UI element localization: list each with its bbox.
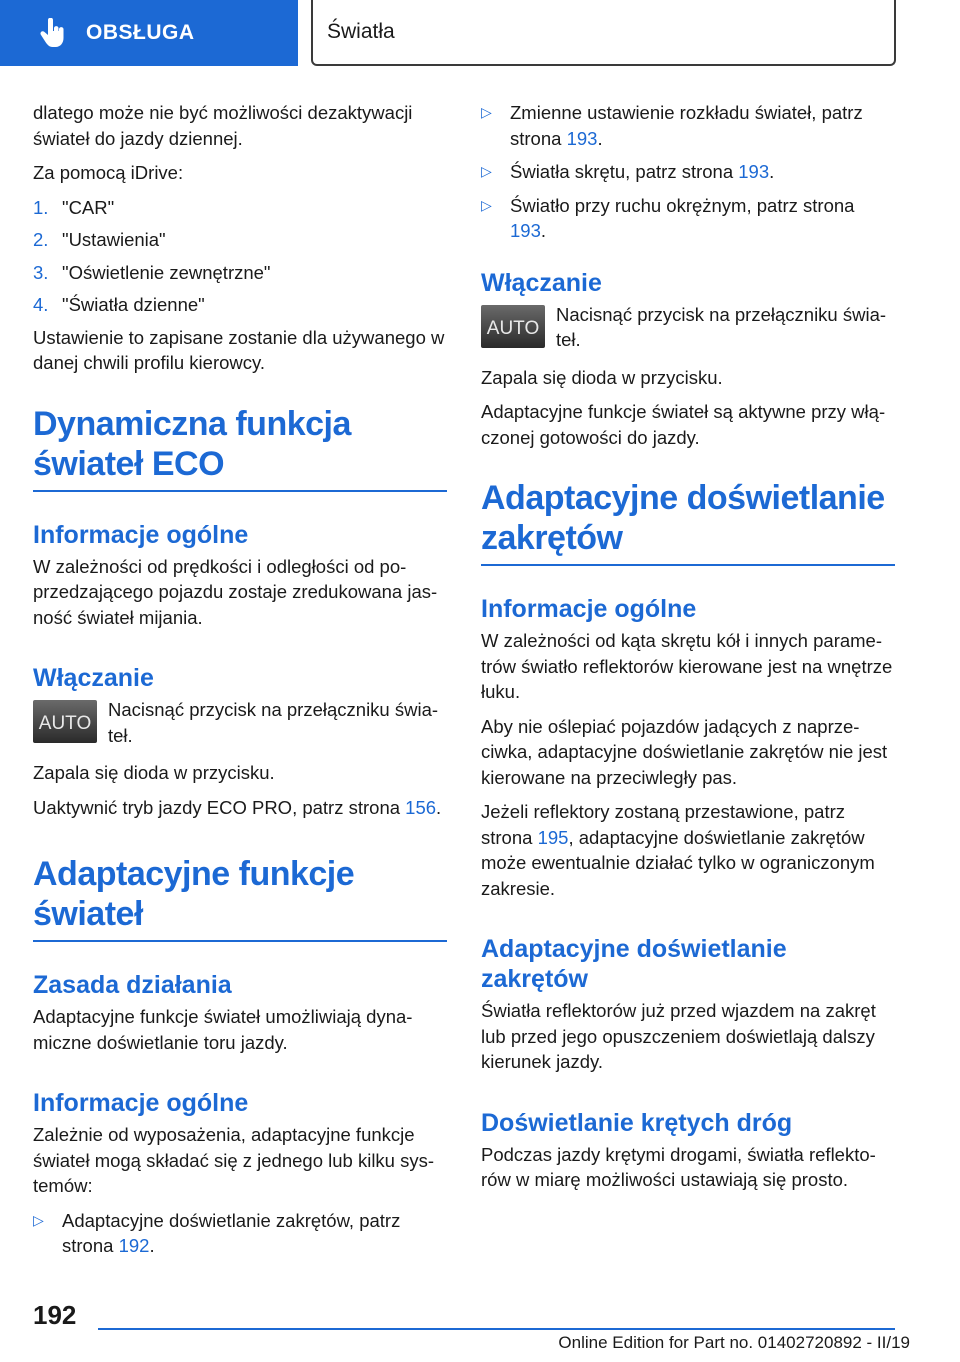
- subsection-heading: Włączanie: [481, 268, 602, 297]
- section-heading: Adaptacyjne funkcje świateł: [33, 854, 447, 942]
- paragraph: Nacisnąć przycisk na przełączniku świateł.: [108, 699, 439, 746]
- subsection-heading: Adaptacyjne doświetlanie zakrętów: [481, 935, 787, 993]
- hand-pointer-icon: [40, 18, 66, 48]
- subsection-heading: Doświetlanie krętych dróg: [481, 1108, 793, 1137]
- list-item: ▷ Zmienne ustawienie rozkładu świateł, patrz strona 193.: [481, 100, 895, 151]
- chapter-title: Światła: [327, 20, 395, 43]
- paragraph: Za pomocą iDrive:: [33, 162, 184, 183]
- paragraph: W zależności od kąta skrętu kół i innych parametrów światło reflektorów kierowane jest na wnętrze łuku.: [481, 630, 893, 702]
- section-heading: Dynamiczna funkcja świateł ECO: [33, 404, 447, 492]
- triangle-bullet-icon: ▷: [33, 1211, 44, 1228]
- section-tab: [0, 0, 298, 66]
- paragraph: Aby nie oślepiać pojazdów jadących z naprzeciwka, adaptacyjne doświetlanie zakrętów nie jest kierowane na przeciwległy pas.: [481, 715, 888, 788]
- list-item: ▷ Światła skrętu, patrz strona 193.: [481, 159, 895, 185]
- page-link[interactable]: 192: [118, 1235, 150, 1256]
- edition-note: Online Edition for Part no. 01402720892 - II/19: [558, 1333, 910, 1352]
- paragraph: Uaktywnić tryb jazdy ECO PRO, patrz strona 156.: [33, 796, 442, 818]
- auto-button-icon: [33, 700, 97, 743]
- page-link[interactable]: 193: [738, 161, 770, 182]
- svg-text:AUTO: AUTO: [486, 317, 540, 339]
- svg-text:AUTO: AUTO: [38, 713, 92, 734]
- paragraph: Zapala się dioda w przycisku.: [481, 366, 723, 388]
- systems-list: [33, 1208, 447, 1259]
- triangle-bullet-icon: ▷: [481, 196, 492, 213]
- auto-button-icon: [481, 305, 545, 348]
- paragraph: Światła reflektorów już przed wjazdem na zakręt lub przed jego opuszczeniem doświetlają dalszy kierunek jazdy.: [481, 1000, 876, 1072]
- paragraph: Zapala się dioda w przycisku.: [33, 762, 275, 783]
- paragraph: Zależnie od wyposażenia, adaptacyjne funkcje świateł mogą składać się z jednego lub kilku systemów:: [33, 1124, 435, 1196]
- left-column: [33, 100, 447, 1267]
- list-item: 3. "Oświetlenie zewnętrzne": [33, 261, 271, 283]
- auto-instruction: [481, 302, 895, 353]
- section-label: OBSŁUGA: [86, 21, 195, 44]
- list-item: ▷ Światło przy ruchu okrężnym, patrz strona 193.: [481, 193, 895, 244]
- paragraph: Adaptacyjne funkcje świateł umożliwiają dynamiczne doświetlanie toru jazdy.: [33, 1006, 413, 1053]
- right-column: [481, 100, 895, 1202]
- list-item: 4. "Światła dzienne": [33, 294, 205, 315]
- triangle-bullet-icon: ▷: [481, 104, 492, 120]
- paragraph: Nacisnąć przycisk na przełączniku świateł.: [556, 303, 887, 350]
- list-item: 1. "CAR": [33, 196, 115, 218]
- subsection-heading: Zasada działania: [33, 971, 232, 999]
- page-link[interactable]: 193: [566, 127, 598, 149]
- page-link[interactable]: 195: [537, 826, 569, 848]
- subsection-heading: Informacje ogólne: [481, 595, 697, 623]
- subsection-heading: Informacje ogólne: [33, 1089, 249, 1117]
- list-item: 2. "Ustawienia": [33, 229, 166, 250]
- page-link[interactable]: 156: [405, 796, 437, 818]
- subsection-heading: Włączanie: [33, 664, 154, 692]
- list-item: ▷ Adaptacyjne doświetlanie zakrętów, patrz strona 192.: [33, 1208, 447, 1259]
- subsection-heading: Informacje ogólne: [33, 520, 249, 549]
- paragraph: Jeżeli reflektory zostaną przestawione, patrz strona 195, adaptacyjne doświetlanie zakrętów może ewentualnie działać tylko w ograniczonym zakresie.: [481, 801, 875, 899]
- paragraph: Adaptacyjne funkcje świateł są aktywne przy włączonej gotowości do jazdy.: [481, 401, 886, 448]
- page-number: 192: [33, 1300, 77, 1330]
- systems-list-continued: [481, 100, 895, 244]
- paragraph: Podczas jazdy krętymi drogami, światła reflektorów w miarę możliwości ustawiają się prosto.: [481, 1143, 876, 1190]
- page-link[interactable]: 193: [510, 220, 541, 241]
- triangle-bullet-icon: ▷: [481, 163, 492, 179]
- section-heading: Adaptacyjne doświetlanie zakrętów: [481, 478, 895, 566]
- paragraph: dlatego może nie być możliwości dezaktywacji świateł do jazdy dziennej.: [33, 102, 413, 149]
- paragraph: W zależności od prędkości i odległości od poprzedzającego pojazdu zostaje zredukowana jasność świateł mijania.: [33, 555, 438, 628]
- footer-divider: [98, 1328, 895, 1330]
- auto-instruction: [33, 697, 447, 748]
- chapter-header: [311, 0, 896, 66]
- idrive-steps: [33, 195, 447, 318]
- paragraph: Ustawienie to zapisane zostanie dla używanego w danej chwili profilu kierowcy.: [33, 326, 445, 373]
